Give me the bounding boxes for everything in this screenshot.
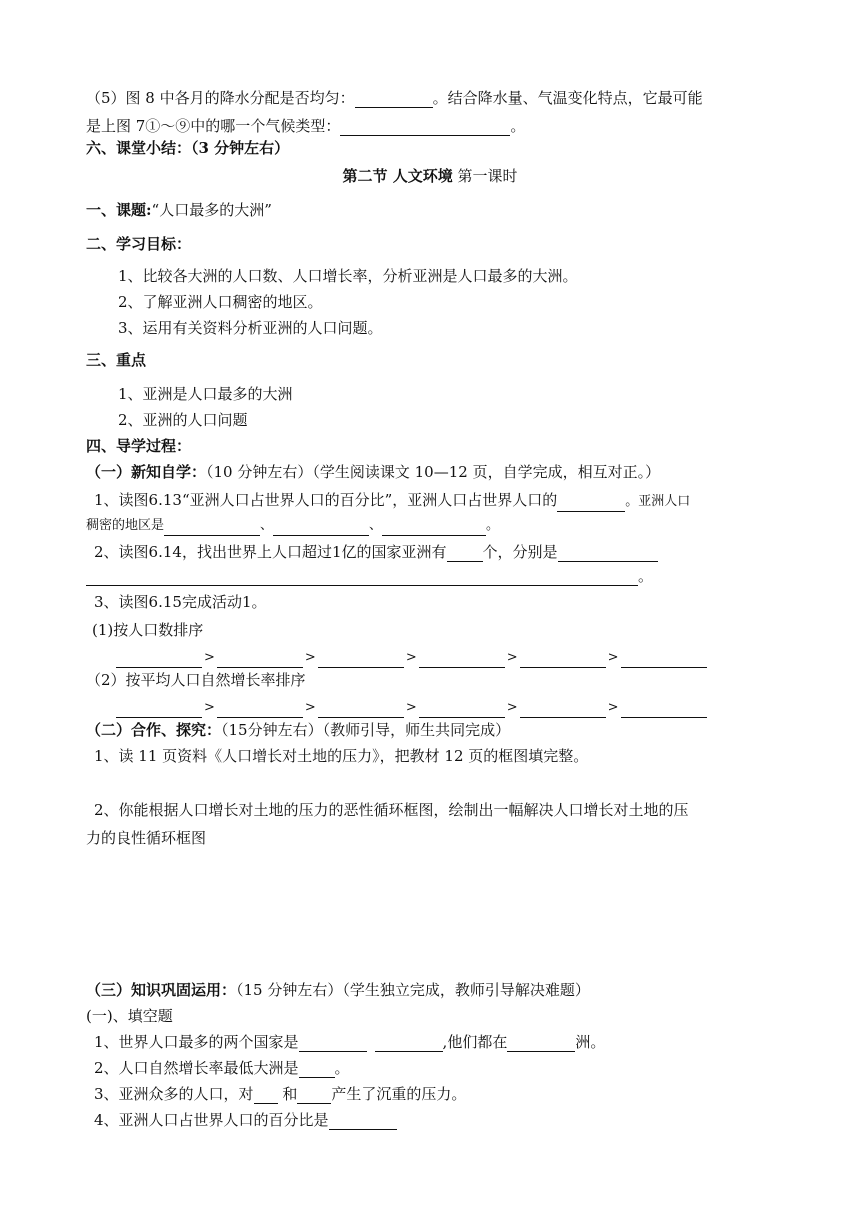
- f3-blank-1[interactable]: [254, 1087, 278, 1104]
- lesson-title: [0, 166, 860, 186]
- rank-blank-3[interactable]: [318, 651, 404, 668]
- growth-blank-2[interactable]: [217, 701, 303, 718]
- q3-1-text: (1)按人口数排序: [92, 621, 204, 639]
- arrow-icon: >: [506, 650, 518, 665]
- q1-end: 。: [486, 518, 500, 533]
- q2-text-a: 2、读图6.14，找出世界上人口超过1亿的国家亚洲有: [94, 543, 447, 561]
- q5-blank-2[interactable]: [340, 119, 510, 136]
- f3-blank-2[interactable]: [297, 1087, 331, 1104]
- q2-end: 。: [638, 567, 654, 585]
- part3-label: （三）知识巩固运用：: [86, 981, 237, 999]
- arrow-icon: >: [204, 650, 215, 665]
- q5-text-d: 。: [510, 117, 526, 135]
- goals-heading: 二、学习目标：: [86, 235, 192, 253]
- f1-text-b: ,他们都在: [442, 1033, 508, 1051]
- q1-text-a: 1、读图6.13“亚洲人口占世界人口的百分比”，亚洲人口占世界人口的: [94, 491, 558, 509]
- part3-line: [86, 980, 590, 1000]
- q2-blank-2[interactable]: [558, 545, 658, 562]
- f3-text-a: 3、亚洲众多的人口，对: [94, 1085, 254, 1103]
- topic-line: [86, 200, 272, 220]
- p2-q2-line-2: 力的良性循环框图: [86, 829, 207, 847]
- arrow-icon: >: [304, 700, 316, 715]
- f3-text-c: 产生了沉重的压力。: [331, 1085, 467, 1103]
- q1-sep-1: 、: [260, 518, 274, 533]
- rank-blank-2[interactable]: [217, 651, 303, 668]
- part2-label: （二）合作、探究：: [86, 721, 222, 739]
- process-heading: 四、导学过程：: [86, 437, 192, 455]
- lesson-title-main: 第二节 人文环境: [342, 167, 453, 185]
- q3-text: 3、读图6.15完成活动1。: [94, 593, 267, 611]
- fill-q3: [94, 1084, 466, 1104]
- q2-blank-3[interactable]: [86, 569, 638, 586]
- q1-line-1: [94, 490, 690, 512]
- rank-blank-4[interactable]: [419, 651, 505, 668]
- arrow-icon: >: [405, 650, 417, 665]
- growth-blank-1[interactable]: [116, 701, 202, 718]
- q5-text-c: 是上图 7①～⑨中的哪一个气候类型：: [86, 117, 341, 135]
- f4-blank-1[interactable]: [329, 1113, 397, 1130]
- arrow-icon: >: [607, 700, 619, 715]
- part2-note: （15分钟左右）（教师引导，师生共同完成）: [221, 721, 511, 739]
- part3-note: （15 分钟左右）（学生独立完成，教师引导解决难题）: [236, 981, 590, 999]
- f1-blank-1[interactable]: [299, 1035, 367, 1052]
- arrow-icon: >: [506, 700, 518, 715]
- goal-item-3: 3、运用有关资料分析亚洲的人口问题。: [118, 319, 383, 337]
- topic-text: “人口最多的大洲”: [151, 201, 272, 219]
- f1-blank-2[interactable]: [375, 1035, 443, 1052]
- q3-1-sequence: [116, 646, 707, 668]
- section-6-heading: 六、课堂小结：（3 分钟左右）: [86, 139, 290, 157]
- f2-blank-1[interactable]: [299, 1061, 335, 1078]
- f2-text-b: 。: [334, 1059, 350, 1077]
- q1-blank-2[interactable]: [164, 519, 260, 536]
- key-item-1: 1、亚洲是人口最多的大洲: [118, 385, 293, 403]
- lesson-title-sub: 第一课时: [452, 167, 518, 185]
- q2-blank-1[interactable]: [447, 545, 483, 562]
- key-heading: 三、重点: [86, 351, 147, 369]
- q3-2-text: （2）按平均人口自然增长率排序: [86, 671, 306, 689]
- q2-line-1: [94, 542, 658, 562]
- key-item-2: 2、亚洲的人口问题: [118, 411, 248, 429]
- q1-blank-1[interactable]: [557, 495, 625, 512]
- f4-text-a: 4、亚洲人口占世界人口的百分比是: [94, 1111, 329, 1129]
- q5-text-a: （5）图 8 中各月的降水分配是否均匀：: [86, 89, 355, 107]
- q1-text-b: 。亚洲人口: [625, 494, 691, 509]
- p2-q1: 1、读 11 页资料《人口增长对土地的压力》，把教材 12 页的框图填完整。: [94, 747, 589, 765]
- part1-line: [86, 462, 660, 482]
- fill-q2: [94, 1058, 350, 1078]
- q2-text-b: 个，分别是: [482, 543, 558, 561]
- q1-sep-2: 、: [369, 518, 383, 533]
- f1-blank-3[interactable]: [507, 1035, 575, 1052]
- rank-blank-6[interactable]: [621, 651, 707, 668]
- fill-q4: [94, 1110, 397, 1130]
- topic-label: 一、课题:: [86, 201, 152, 219]
- q5-line-1: [86, 88, 703, 108]
- q1-line-2: [86, 516, 499, 536]
- growth-blank-3[interactable]: [318, 701, 404, 718]
- q1-blank-4[interactable]: [382, 519, 486, 536]
- f1-text-c: 洲。: [575, 1033, 606, 1051]
- arrow-icon: >: [304, 650, 316, 665]
- goal-item-2: 2、了解亚洲人口稠密的地区。: [118, 293, 323, 311]
- f3-text-b: 和: [277, 1085, 298, 1103]
- arrow-icon: >: [607, 650, 619, 665]
- goal-item-1: 1、比较各大洲的人口数、人口增长率，分析亚洲是人口最多的大洲。: [118, 267, 578, 285]
- rank-blank-5[interactable]: [520, 651, 606, 668]
- p2-q2-line-1: 2、你能根据人口增长对土地的压力的恶性循环框图，绘制出一幅解决人口增长对土地的压: [94, 801, 689, 819]
- f1-text-a: 1、世界人口最多的两个国家是: [94, 1033, 299, 1051]
- growth-blank-5[interactable]: [520, 701, 606, 718]
- growth-blank-4[interactable]: [419, 701, 505, 718]
- f2-text-a: 2、人口自然增长率最低大洲是: [94, 1059, 299, 1077]
- arrow-icon: >: [204, 700, 215, 715]
- fill-heading: (一)、填空题: [86, 1007, 173, 1025]
- part1-note: （10 分钟左右）（学生阅读课文 10—12 页，自学完成，相互对正。）: [206, 463, 661, 481]
- q1-text-c: 稠密的地区是: [86, 518, 165, 533]
- fill-q1: [94, 1032, 605, 1052]
- q1-blank-3[interactable]: [273, 519, 369, 536]
- q3-2-sequence: [116, 696, 707, 718]
- q5-line-2: [86, 116, 525, 136]
- part2-line: [86, 720, 510, 740]
- q2-line-2: [86, 566, 653, 586]
- q5-blank-1[interactable]: [355, 91, 433, 108]
- part1-label: （一）新知自学：: [86, 463, 207, 481]
- growth-blank-6[interactable]: [621, 701, 707, 718]
- q5-text-b: 。结合降水量、气温变化特点，它最可能: [432, 89, 703, 107]
- rank-blank-1[interactable]: [116, 651, 202, 668]
- arrow-icon: >: [405, 700, 417, 715]
